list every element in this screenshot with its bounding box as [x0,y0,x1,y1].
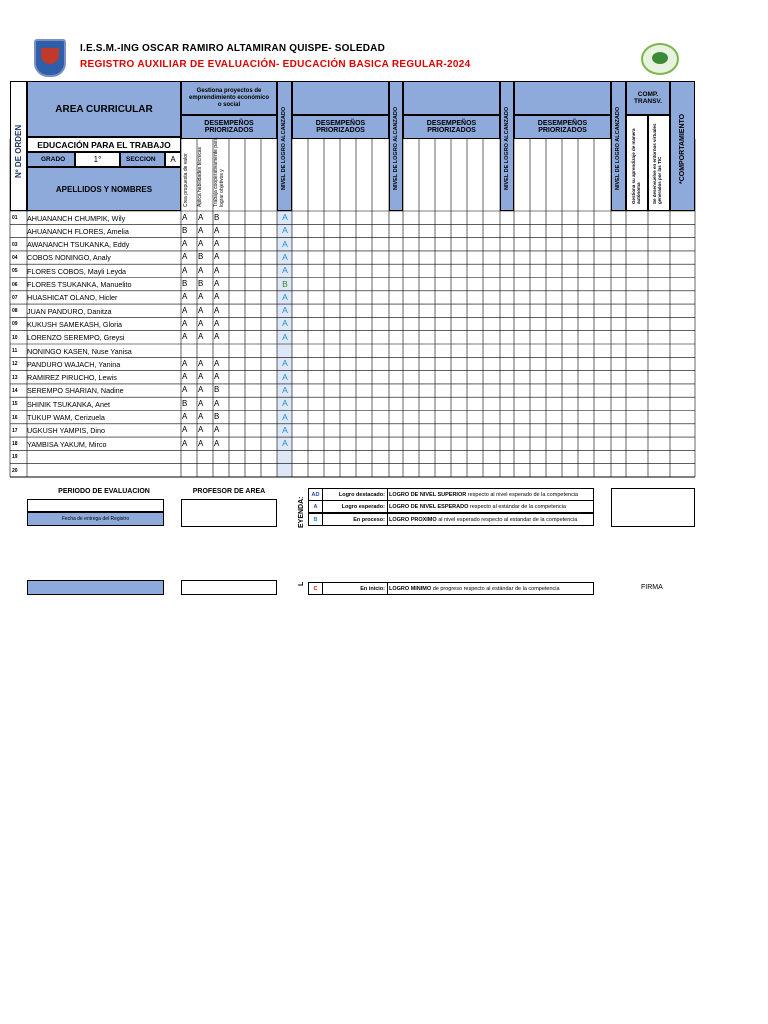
row-number: 03 [12,241,18,248]
nivel-logro-cell: A [282,251,288,262]
nivel-3-label: NIVEL DE LOGRO ALCANZADO [504,106,510,190]
row-number: 15 [12,401,18,408]
row-number: 16 [12,414,18,421]
legend-text [389,586,560,592]
grade-cell[interactable]: A [182,212,188,222]
grade-cell[interactable]: A [198,239,204,249]
grade-cell[interactable]: B [198,252,204,262]
row-number: 10 [12,334,18,341]
legend-description: respecto al estándar de la competencia [468,503,566,510]
nivel-logro-cell: A [282,384,288,395]
legend-description: respecto al nivel esperado de la competencia [466,491,579,498]
nivel-logro-cell: A [282,225,288,236]
grade-cell[interactable]: A [182,332,188,342]
student-name: UGKUSH YAMPIS, Dino [27,426,106,436]
student-name: RAMIREZ PIRUCHO, Lewis [27,373,117,383]
grade-cell[interactable]: A [214,265,220,275]
fecha-entrega-label: Fecha de entrega del Registro [27,512,164,526]
legend-row [308,513,594,526]
legend-label: Logro esperado: [341,503,385,510]
grade-cell[interactable]: A [182,438,188,448]
grade-cell[interactable]: A [182,305,188,315]
grade-cell[interactable]: A [198,305,204,315]
legend-text [389,504,566,510]
comp-transv-header: COMP. TRANSV. [626,81,670,115]
desempenos-3-header: DESEMPEÑOS PRIORIZADOS [403,115,500,139]
nivel-logro-cell: A [282,265,288,276]
student-name: LORENZO SEREMPO, Greysi [27,333,125,343]
nivel-2-label: NIVEL DE LOGRO ALCANZADO [393,106,399,190]
nivel-logro-cell: A [282,305,288,316]
grade-cell[interactable]: A [198,372,204,382]
row-number: 20 [12,467,18,474]
register-title: REGISTRO AUXILIAR DE EVALUACIÓN- EDUCACIÓN BASICA REGULAR-2024 [80,59,471,70]
nivel-logro-cell: A [282,331,288,342]
grade-cell[interactable]: A [182,358,188,368]
grade-cell[interactable]: A [214,358,220,368]
grade-cell[interactable]: B [214,212,220,222]
profesor-field[interactable] [181,499,277,527]
student-name: FLORES COBOS, Mayli Leyda [27,266,127,276]
student-name: NONINGO KASEN, Nuse Yanisa [27,346,132,356]
student-name: COBOS NONINGO, Analy [27,253,111,263]
nivel-logro-cell: A [282,212,288,222]
nivel-logro-cell: A [282,291,288,302]
grade-cell[interactable]: A [182,385,188,395]
legend-separator [387,489,388,500]
grado-value: 1° [75,152,120,167]
grade-cell[interactable]: A [198,438,204,448]
grade-cell[interactable]: B [182,398,188,408]
grade-cell[interactable]: A [214,279,220,288]
student-name: HUASHICAT OLANO, Hicler [27,293,118,303]
bottom-field[interactable] [181,580,277,595]
student-name: AHUANANCH CHUMPIK, Wily [27,213,126,223]
leyenda-l-label: L [298,581,305,586]
grade-cell[interactable]: A [214,225,220,235]
grade-cell[interactable]: A [198,212,204,222]
criterio-3-label: Trabaja cooperativamente para lograr objetivos y [213,137,225,207]
nivel-logro-cell: A [282,238,288,249]
nivel-logro-cell: A [282,438,288,449]
grade-cell[interactable]: A [198,332,204,342]
row-number: 07 [12,294,18,301]
grade-cell[interactable]: A [198,225,204,235]
nivel-logro-cell: A [282,371,288,382]
legend-text [389,492,578,498]
grade-cell[interactable]: A [198,412,204,421]
student-name: JUAN PANDURO, Danitza [27,306,112,316]
nivel-logro-cell: A [282,358,288,369]
legend-level: LOGRO DE NIVEL SUPERIOR [389,491,467,498]
legend-level: LOGRO MINIMO [389,585,432,592]
legend-separator [387,514,388,525]
row-number: 04 [12,254,18,261]
apellidos-header: APELLIDOS Y NOMBRES [27,167,181,211]
grade-cell[interactable]: A [214,372,220,382]
grade-cell[interactable]: A [198,358,204,368]
grade-cell[interactable]: A [182,372,188,382]
periodo-field[interactable] [27,499,164,512]
row-number: 14 [12,387,18,394]
student-name: KUKUSH SAMEKASH, Gloria [27,319,123,329]
area-name: EDUCACIÓN PARA EL TRABAJO [27,137,181,152]
grade-cell[interactable]: A [198,318,204,328]
nivel-logro-cell: A [282,318,288,329]
firma-box[interactable] [611,488,695,527]
grade-cell[interactable]: A [214,425,220,435]
legend-label: En inicio: [360,585,385,592]
row-number: 01 [12,215,18,221]
desempenos-4-header: DESEMPEÑOS PRIORIZADOS [514,115,611,139]
grado-label: GRADO [41,156,66,163]
legend-text [389,517,577,523]
leyenda-label: EYENDA: [298,496,305,528]
criterio-1-label: Crea propuesta de valor [183,153,189,207]
grade-cell[interactable]: B [198,279,204,288]
row-number: 18 [12,441,18,448]
student-name: FLORES TSUKANKA, Manuelito [27,280,132,289]
grade-cell[interactable]: A [214,438,220,448]
student-name: TUKUP WAM, Cerizuela [27,413,105,422]
orden-label: Nº DE ORDEN [14,124,23,178]
grade-cell[interactable]: A [214,332,220,342]
legend-separator [387,501,388,512]
row-number: 05 [12,268,18,275]
grade-cell[interactable]: B [214,385,220,395]
student-name: PANDURO WAJACH, Yanina [27,359,121,369]
legend-level: LOGRO PROXIMO [389,516,437,523]
grade-cell[interactable]: A [214,305,220,315]
legend-code: B [308,513,323,526]
row-number: 09 [12,321,18,328]
grade-cell[interactable]: A [182,252,188,262]
grade-cell[interactable]: A [182,318,188,328]
grade-cell[interactable]: A [198,292,204,302]
grade-cell[interactable]: A [214,292,220,302]
grade-cell[interactable]: A [214,252,220,262]
transv-1-label: Gestiona su aprendizaje de manera autónoma [631,128,641,204]
row-number: 12 [12,361,18,368]
grade-cell[interactable]: A [198,398,204,408]
comportamiento-label: *COMPORTAMIENTO [679,113,686,184]
legend-code: C [308,582,323,595]
grade-cell[interactable]: A [198,385,204,395]
grade-cell[interactable]: A [182,412,188,421]
legend-code: AD [308,488,323,501]
grade-cell[interactable]: A [214,398,220,408]
desempenos-1-header: DESEMPEÑOS PRIORIZADOS [181,115,277,139]
legend-separator [387,583,388,594]
transv-2-label: Se desenvuelve en entornos virtuales generados por las TIC [652,123,662,204]
grade-cell[interactable]: A [182,265,188,275]
nivel-logro-cell: A [282,424,288,435]
legend-description: al nivel esperado respecto al estandar de la competencia [436,516,578,523]
student-name: AHUANANCH FLORES, Amelia [27,226,129,236]
grade-cell[interactable]: B [214,412,220,421]
student-name: YAMBISA YAKUM, Mirco [27,439,107,449]
student-name: AWANANCH TSUKANKA, Eddy [27,240,130,250]
legend-code: A [308,500,323,513]
row-number: 06 [12,281,18,288]
competencia-1-title: Gestiona proyectos de emprendimiento económico o social [181,81,277,115]
periodo-label: PERIODO DE EVALUACION [58,488,150,495]
student-name: SHINIK TSUKANKA, Anet [27,399,110,409]
legend-row [308,500,594,513]
grade-cell[interactable]: A [182,425,188,435]
bottom-blue-field[interactable] [27,580,164,595]
grade-cell[interactable]: A [198,425,204,435]
firma-label: FIRMA [641,584,663,591]
row-number: 11 [12,348,18,354]
grade-cell[interactable]: B [182,225,188,235]
grade-cell[interactable]: A [182,239,188,249]
legend-level: LOGRO DE NIVEL ESPERADO [389,503,469,510]
seccion-label: SECCION [126,156,156,163]
nivel-4-label: NIVEL DE LOGRO ALCANZADO [615,106,621,190]
legend-label: Logro destacado: [338,491,385,498]
grade-cell[interactable]: A [214,318,220,328]
nivel-1-label: NIVEL DE LOGRO ALCANZADO [281,106,287,190]
legend-label: En proceso: [353,516,385,523]
grade-cell[interactable]: A [214,239,220,249]
grade-cell[interactable]: A [182,292,188,302]
profesor-label: PROFESOR DE AREA [192,488,266,495]
row-number: 17 [12,427,18,434]
nivel-logro-cell: A [282,411,288,422]
criterio-2-label: Aplica habilidades técnicas [197,146,203,207]
area-curricular-header: AREA CURRICULAR [27,81,181,137]
grade-cell[interactable]: A [198,265,204,275]
row-number: 13 [12,374,18,381]
nivel-logro-cell: B [282,278,288,289]
student-name: SEREMPO SHARIAN, Nadine [27,386,124,396]
row-number: 08 [12,308,18,315]
desempenos-2-header: DESEMPEÑOS PRIORIZADOS [292,115,389,139]
legend-row [308,582,594,595]
legend-description: de progreso respecto al estándar de la competencia [431,585,560,592]
nivel-logro-cell: A [282,398,288,409]
seccion-value: A [165,152,181,167]
grade-cell[interactable]: B [182,279,188,288]
row-number: 19 [12,454,18,461]
school-name: I.E.S.M.-ING OSCAR RAMIRO ALTAMIRAN QUISPE- SOLEDAD [80,43,386,54]
